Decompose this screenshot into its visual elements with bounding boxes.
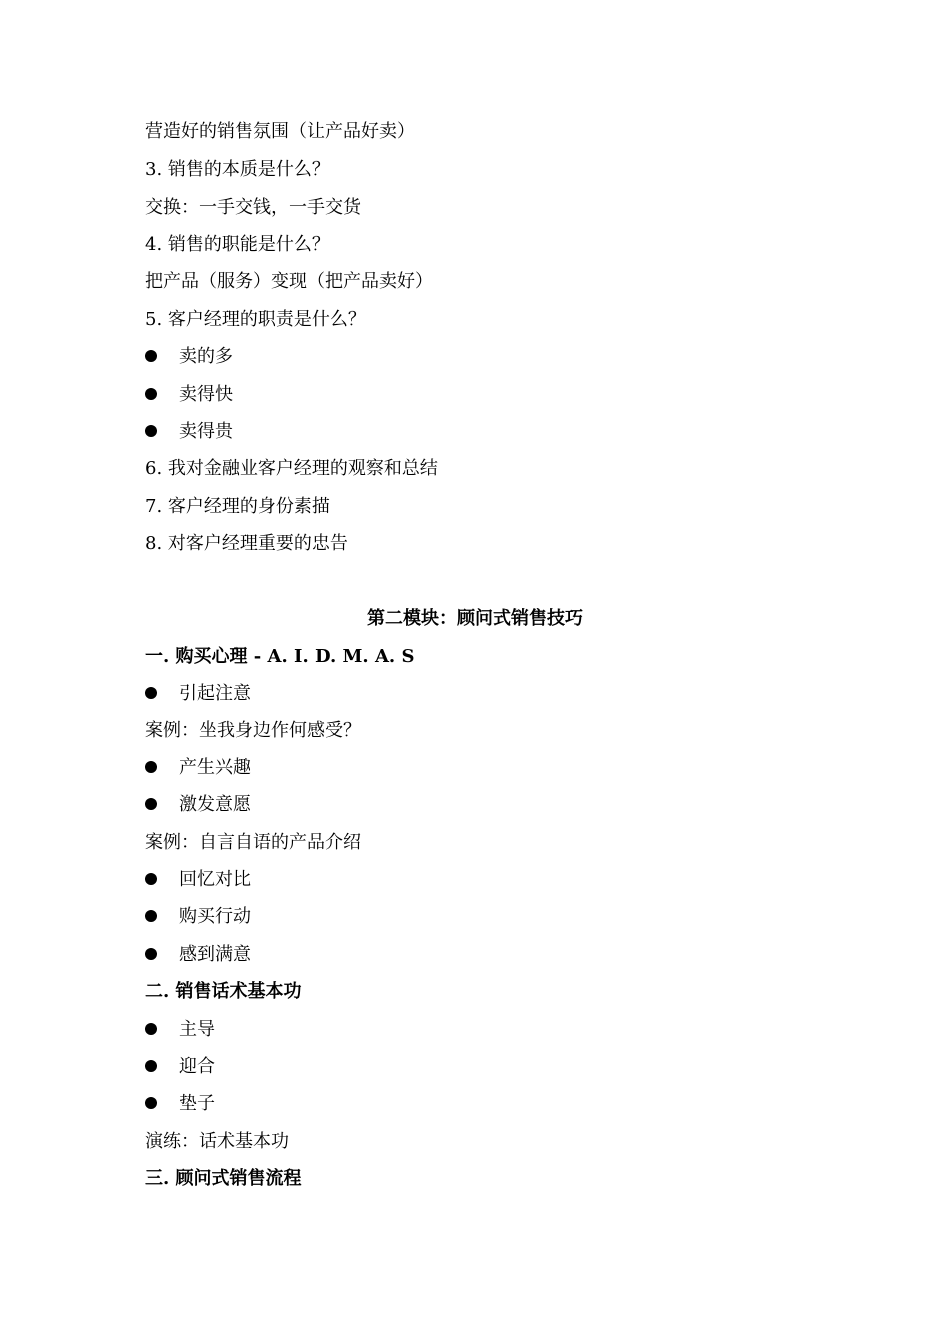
bullet-dot-icon — [145, 388, 157, 400]
bullet-text: 回忆对比 — [179, 869, 251, 890]
bullet-text: 卖得贵 — [179, 421, 233, 442]
bullet-dot-icon — [145, 687, 157, 699]
bullet-text: 购买行动 — [179, 906, 251, 927]
section-heading: 一. 购买心理 - A. I. D. M. A. S — [145, 646, 415, 667]
section-heading: 二. 销售话术基本功 — [145, 981, 302, 1002]
exercise-line: 演练：话术基本功 — [145, 1131, 289, 1152]
bullet-text: 卖的多 — [179, 346, 233, 367]
bullet-dot-icon — [145, 910, 157, 922]
bullet-item — [145, 420, 233, 444]
bullet-dot-icon — [145, 350, 157, 362]
question-heading: 5. 客户经理的职责是什么？ — [145, 309, 366, 330]
bullet-item — [145, 1092, 215, 1116]
case-line: 案例：坐我身边作何感受？ — [145, 720, 361, 741]
bullet-item — [145, 943, 251, 967]
bullet-item — [145, 1018, 215, 1042]
text-line: 把产品（服务）变现（把产品卖好） — [145, 271, 433, 292]
bullet-dot-icon — [145, 761, 157, 773]
bullet-text: 感到满意 — [179, 944, 251, 965]
bullet-text: 产生兴趣 — [179, 757, 251, 778]
bullet-dot-icon — [145, 798, 157, 810]
bullet-item — [145, 756, 251, 780]
case-line: 案例：自言自语的产品介绍 — [145, 832, 361, 853]
text-line: 营造好的销售氛围（让产品好卖） — [145, 121, 415, 142]
bullet-item — [145, 793, 251, 817]
bullet-item — [145, 868, 251, 892]
text-line: 交换：一手交钱，一手交货 — [145, 197, 361, 218]
module-title: 第二模块：顾问式销售技巧 — [367, 608, 583, 629]
bullet-dot-icon — [145, 1060, 157, 1072]
bullet-dot-icon — [145, 1097, 157, 1109]
bullet-text: 卖得快 — [179, 384, 233, 405]
section-heading: 三. 顾问式销售流程 — [145, 1168, 302, 1189]
text-line: 7. 客户经理的身份素描 — [145, 496, 330, 517]
text-line: 6. 我对金融业客户经理的观察和总结 — [145, 458, 438, 479]
text-line: 8. 对客户经理重要的忠告 — [145, 533, 348, 554]
bullet-dot-icon — [145, 873, 157, 885]
bullet-item — [145, 1055, 215, 1079]
bullet-dot-icon — [145, 948, 157, 960]
bullet-text: 主导 — [179, 1019, 215, 1040]
bullet-item — [145, 905, 251, 929]
bullet-item — [145, 682, 251, 706]
bullet-text: 激发意愿 — [179, 794, 251, 815]
question-heading: 4. 销售的职能是什么？ — [145, 234, 330, 255]
bullet-item — [145, 383, 233, 407]
bullet-text: 迎合 — [179, 1056, 215, 1077]
bullet-dot-icon — [145, 1023, 157, 1035]
question-heading: 3. 销售的本质是什么？ — [145, 159, 330, 180]
bullet-text: 引起注意 — [179, 683, 251, 704]
bullet-dot-icon — [145, 425, 157, 437]
bullet-text: 垫子 — [179, 1093, 215, 1114]
bullet-item — [145, 345, 233, 369]
